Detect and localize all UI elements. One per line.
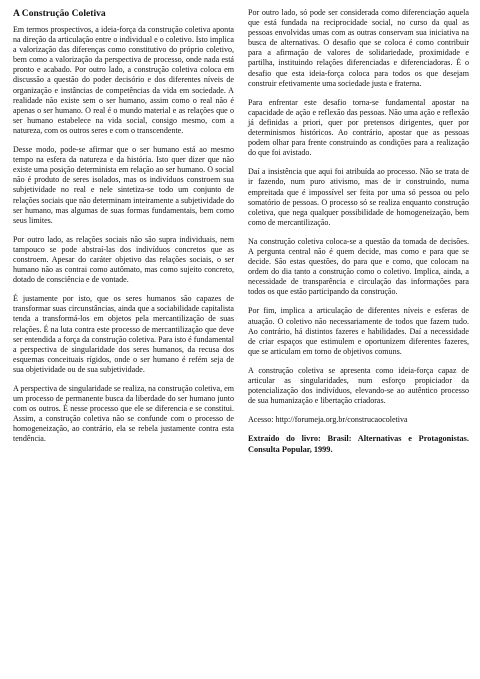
paragraph: Para enfrentar este desafio torna-se fundamental apostar na capacidade de ação e reflexão das pessoas. Não uma ação e reflexão já definidas a priori, quer por pretensos dirigentes, quer por determinismos históricos. Ao contrário, apostar que as pessoas podem olhar para frente construindo as condições para a realização do que foi avistado.	[248, 97, 469, 158]
paragraph: Desse modo, pode-se afirmar que o ser humano está ao mesmo tempo na esfera da natureza e da história. Isto quer dizer que não existe uma posição determinista em relação ao ser humano. O social não é produto de seres isolados, mas os indivíduos constroem sua subjetividade no real e nele sintetiza-se todo um conjunto de relações sociais que não determinam inteiramente a subjetividade do ser humano, mas algumas de suas formas fundamentais, bem como seus limites.	[13, 145, 234, 225]
paragraph: A perspectiva de singularidade se realiza, na construção coletiva, em um processo de permanente busca da liberdade do ser humano junto com os outros. É nesse processo que ele se diferencia e se constitui. Assim, a construção coletiva não se confunde com o processo de homogeneização, ao contrário, ela se rebela justamente contra esta tendência.	[13, 384, 234, 444]
source-link[interactable]: Acesso: http://forumeja.org.br/construcaocoletiva	[248, 415, 408, 425]
paragraph: É justamente por isto, que os seres humanos são capazes de transformar suas circunstâncias, ainda que a sociabilidade capitalista tenda a transformá-los em objetos pela mercantilização de suas relações. É na luta contra este processo de mercantilização que deve ser entendida a força da construção coletiva. Para isto é fundamental a perspectiva de singularidade dos seres humanos, da recusa dos esquemas conceituais rígidos, onde o ser humano é refém seja de sua objetividade ou de sua subjetividade.	[13, 294, 234, 374]
article-title: A Construção Coletiva	[13, 8, 106, 19]
paragraph: A construção coletiva se apresenta como ideia-força capaz de articular as singularidades, num esforço propiciador da potencialização dos indivíduos, elevando-se ao autêntico processo de sua humanização e libertação criadoras.	[248, 365, 469, 406]
paragraph: Na construção coletiva coloca-se a questão da tomada de decisões. A pergunta central não é quem decide, mas como e para que se decide. São estas questões, do para que e como, que colocam na ordem do dia tanto a construção como o coletivo. Implica, ainda, a necessidade de transparência e circulação das informações para todos os que estão participando da construção.	[248, 236, 469, 297]
right-column	[248, 8, 469, 679]
paragraph: Por fim, implica a articulação de diferentes níveis e esferas de atuação. O coletivo não necessariamente de todos que fazem tudo. Ao contrário, há distintos fazeres e habilidades. Daí a necessidade de criar espaços que estimulem e oportunizem diferentes fazeres, que se articulam em torno de objetivos comuns.	[248, 306, 469, 356]
paragraph: Por outro lado, as relações sociais não são supra individuais, nem tampouco se pode abstraí-las dos indivíduos concretos que as constroem. Apesar do caráter objetivo das relações sociais, o ser humano não as contrai como autômato, mas como sujeito concreto, dotado de consciência e de vontade.	[13, 234, 234, 285]
book-reference: Extraído do livro: Brasil: Alternativas e Protagonistas. Consulta Popular, 1999.	[248, 434, 469, 454]
paragraph: Em termos prospectivos, a ideia-força da construção coletiva aponta na direção da articulação entre o individual e o coletivo. Isto implica a valorização das diferenças como constitutivo do próprio coletivo, bem como a valorização da perspectiva de processo, onde nada está pronto e acabado. Por outro lado, a construção coletiva coloca em discussão a questão do poder decisório e dos diferentes níveis de organização e instâncias de competências da vida em sociedade. A realidade não existe sem o ser humano, assim como o real não é apenas o ser humano. O real é o mundo material e as relações que o ser humano estabelece na vida social, consigo mesmo, com a natureza, com os outros seres e com o transcendente.	[13, 25, 234, 135]
left-column	[13, 8, 234, 679]
paragraph: Por outro lado, só pode ser considerada como diferenciação aquela que está fundada na reciprocidade social, no curso da qual as pessoas envolvidas umas com as outras conservam sua iniciativa na busca de alternativas. O desafio que se coloca é como contribuir para a afirmação de valores de solidariedade, proximidade e partilha, instituindo relações diferenciadas e diferenciadoras. É o desafio que esta ideia-força coloca para todos os que desejam construir efetivamente uma sociedade justa e fraterna.	[248, 8, 469, 88]
paragraph: Daí a insistência que aqui foi atribuída ao processo. Não se trata de ir fazendo, num puro ativismo, mas de ir construindo, numa empreitada que é impossível ser feita por uma só pessoa ou pelo somatório de pessoas. O processo só se realiza enquanto construção coletiva, que nega qualquer possibilidade de homogeneização, bem como de mercantilização.	[248, 167, 469, 227]
